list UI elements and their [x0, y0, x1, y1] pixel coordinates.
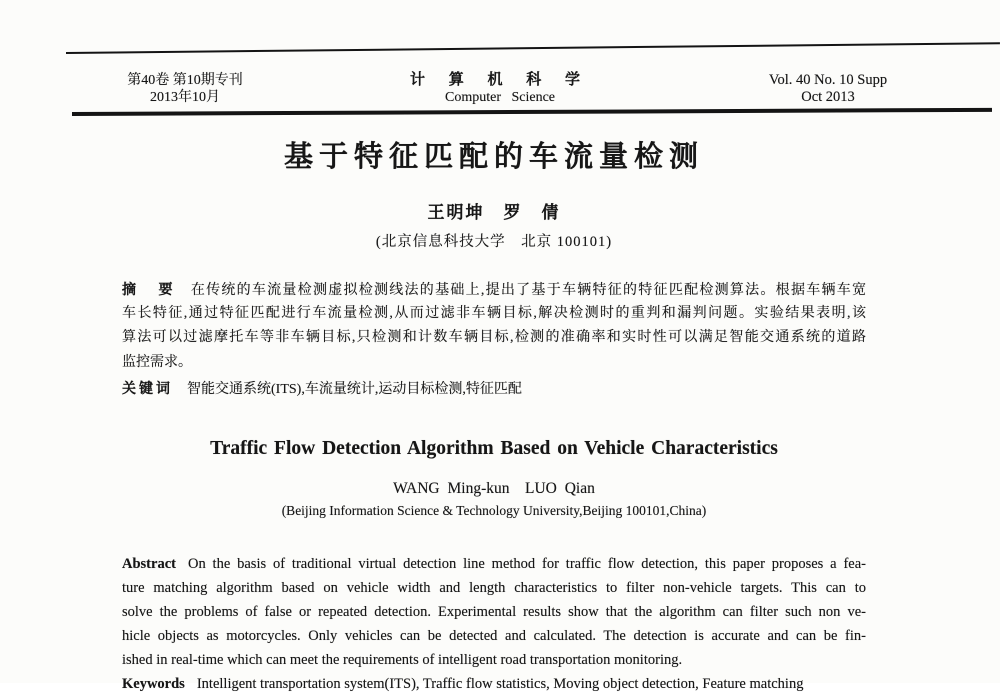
keywords-label-en: Keywords [122, 676, 185, 693]
abstract-cn [122, 277, 866, 400]
journal-issue-info [80, 72, 290, 106]
abstract-cn-line: 车长特征,通过特征匹配进行车流量检测,从而过滤非车辆目标,解决检测时的重判和漏判问题。实验结果表明,该 [122, 305, 866, 321]
abstract-cn-line: 算法可以过滤摩托车等非车辆目标,只检测和计数车辆目标,检测的准确率和实时性可以满足智能交通系统的道路 [122, 330, 866, 346]
abstract-en-line: ished in real-time which can meet the requirements of intelligent road transportation monitoring. [122, 652, 683, 669]
abstract-en-text: On the basis of traditional virtual detection line method for traffic flow detection, this paper proposes a fea- [187, 556, 866, 572]
abstract-label-en: Abstract [122, 556, 176, 572]
keywords-label-cn: 关键词 [122, 379, 173, 396]
authors-cn: 王明坤 罗 倩 [427, 203, 561, 222]
journal-name-en: Computer Science [444, 90, 556, 105]
keywords-cn [122, 376, 866, 401]
abstract-en-line: solve the problems of false or repeated detection. Experimental results show that the algorithm can filter such non ve- [122, 604, 866, 621]
journal-name-cn: 计 算 机 科 学 [409, 72, 590, 88]
keywords-en-partial [122, 672, 866, 696]
paper-title-cn: 基于特征匹配的车流量检测 [283, 141, 704, 173]
abstract-en [122, 552, 866, 697]
header-divider-rule [72, 108, 992, 116]
authors-en: WANG Ming-kun LUO Qian [393, 480, 595, 497]
abstract-en-line [122, 552, 866, 576]
top-rule [66, 42, 1000, 54]
abstract-en-line: ture matching algorithm based on vehicle width and length characteristics to filter non-vehicle targets. This can to [122, 580, 866, 597]
paper-title-en: Traffic Flow Detection Algorithm Based on Vehicle Characteristics [210, 438, 778, 459]
abstract-label-cn: 摘 要 [122, 281, 177, 297]
journal-volume-en [733, 72, 923, 106]
keywords-cn-text: 智能交通系统(ITS),车流量统计,运动目标检测,特征匹配 [187, 381, 522, 397]
abstract-en-line: hicle objects as motorcycles. Only vehicles can be detected and calculated. The detection is accurate and can be fin- [122, 628, 866, 645]
journal-name [370, 72, 630, 106]
affiliation-en: (Beijing Information Science & Technology University,Beijing 100101,China) [281, 503, 707, 518]
issue-date-cn: 2013年10月 [150, 90, 220, 105]
abstract-cn-line: 监控需求。 [122, 355, 192, 371]
issue-volume-cn: 第40卷 第10期专刊 [127, 73, 243, 88]
affiliation-cn: (北京信息科技大学 北京 100101) [375, 234, 613, 250]
abstract-cn-text: 在传统的车流量检测虚拟检测线法的基础上,提出了基于车辆特征的特征匹配检测算法。根据车辆车宽 [190, 283, 867, 298]
issue-date-en: Oct 2013 [801, 89, 855, 105]
volume-number-en: Vol. 40 No. 10 Supp [768, 72, 888, 88]
keywords-en-text: Intelligent transportation system(ITS), Traffic flow statistics, Moving object detection, Feature matching [196, 676, 804, 693]
abstract-cn-line [122, 277, 866, 302]
